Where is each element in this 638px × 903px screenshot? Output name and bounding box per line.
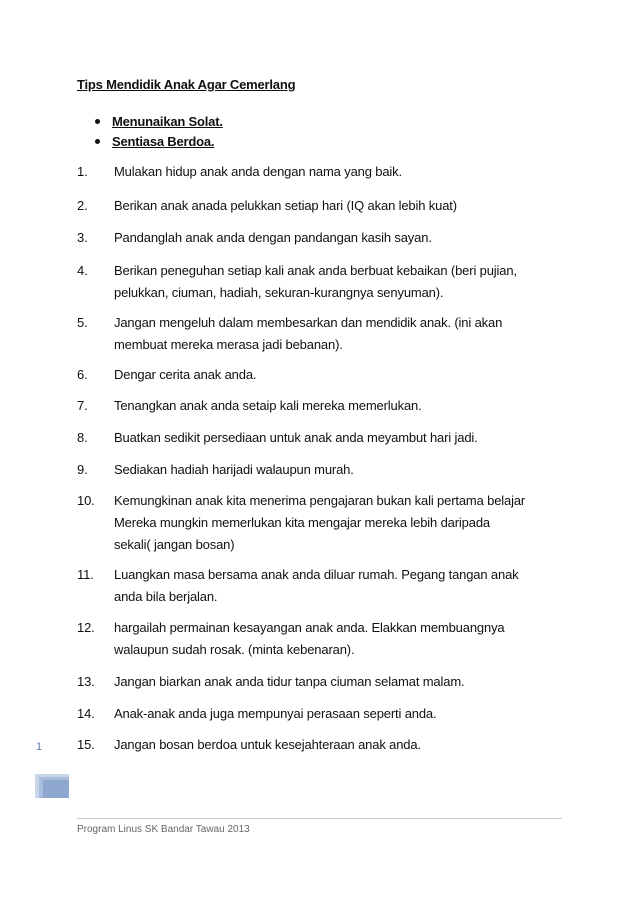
item-text: Jangan bosan berdoa untuk kesejahteraan anak anda. [114, 737, 421, 752]
item-number: 8. [77, 430, 88, 445]
item-text: Luangkan masa bersama anak anda diluar rumah. Pegang tangan anak anda bila berjalan. [114, 567, 519, 604]
item-number: 11. [77, 567, 94, 582]
item-number: 2. [77, 198, 88, 213]
item-number: 7. [77, 398, 88, 413]
item-text: Mulakan hidup anak anda dengan nama yang baik. [114, 164, 402, 179]
item-text: Tenangkan anak anda setaip kali mereka memerlukan. [114, 398, 422, 413]
document-title: Tips Mendidik Anak Agar Cemerlang [77, 77, 296, 92]
item-text: Berikan anak anada pelukkan setiap hari (IQ akan lebih kuat) [114, 198, 457, 213]
bullet-dot-icon [95, 139, 100, 144]
footer-text: Program Linus SK Bandar Tawau 2013 [77, 824, 250, 835]
bullet-item [95, 131, 223, 151]
bullet-text: Menunaikan Solat. [112, 113, 223, 129]
item-text: Jangan biarkan anak anda tidur tanpa ciuman selamat malam. [114, 674, 465, 689]
item-text: Dengar cerita anak anda. [114, 367, 257, 382]
bullet-item [95, 111, 223, 131]
item-number: 3. [77, 230, 88, 245]
item-number: 5. [77, 315, 88, 330]
item-text: Jangan mengeluh dalam membesarkan dan mendidik anak. (ini akan membuat mereka merasa jadi bebanan). [114, 315, 503, 352]
item-text: Pandanglah anak anda dengan pandangan kasih sayan. [114, 230, 432, 245]
item-text: Sediakan hadiah harijadi walaupun murah. [114, 462, 354, 477]
page-corner-decoration-icon [33, 773, 71, 799]
item-text: Anak-anak anda juga mempunyai perasaan seperti anda. [114, 706, 437, 721]
item-number: 6. [77, 367, 88, 382]
item-number: 13. [77, 674, 95, 689]
page-number: 1 [36, 741, 43, 753]
item-text: Kemungkinan anak kita menerima pengajaran bukan kali pertama belajar Mereka mungkin memerlukan kita mengajar mereka lebih daripada sekali( jangan bosan) [114, 493, 526, 552]
item-text: Berikan peneguhan setiap kali anak anda berbuat kebaikan (beri pujian, pelukkan, ciuman, hadiah, sekuran-kurangnya senyuman). [114, 263, 517, 300]
bullet-dot-icon [95, 119, 100, 124]
item-number: 14. [77, 706, 95, 721]
item-number: 12. [77, 620, 95, 635]
item-text: hargailah permainan kesayangan anak anda. Elakkan membuangnya walaupun sudah rosak. (minta kebenaran). [114, 620, 505, 657]
footer-divider [77, 818, 562, 819]
item-number: 10. [77, 493, 95, 508]
bullet-text: Sentiasa Berdoa. [112, 133, 215, 149]
item-number: 15. [77, 737, 95, 752]
item-number: 9. [77, 462, 88, 477]
item-text: Buatkan sedikit persediaan untuk anak anda meyambut hari jadi. [114, 430, 478, 445]
item-number: 4. [77, 263, 88, 278]
bullet-list [95, 111, 223, 151]
item-number: 1. [77, 164, 88, 179]
